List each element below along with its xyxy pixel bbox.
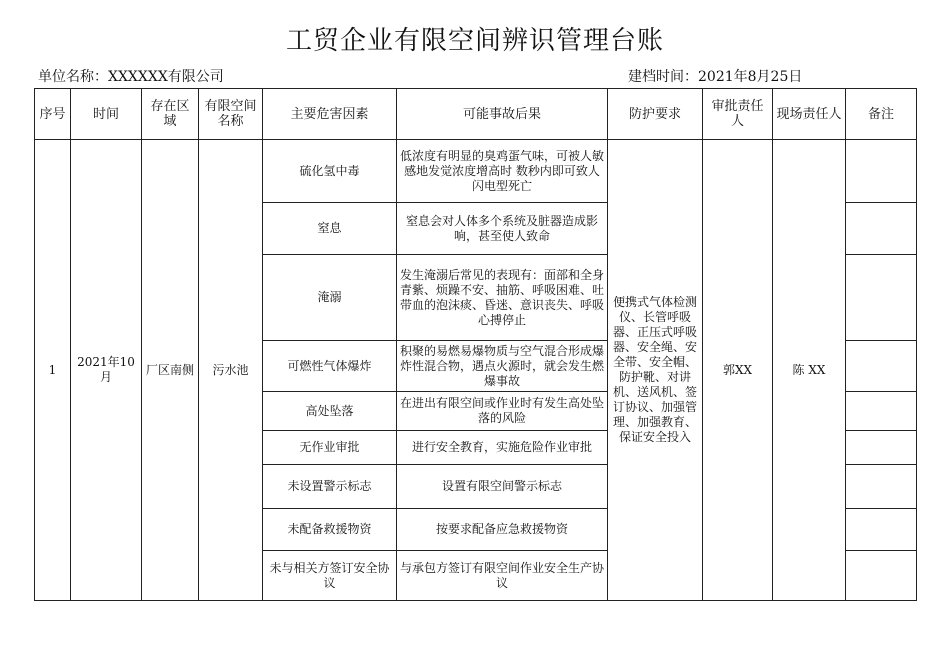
unit-name: 单位名称：XXXXXX有限公司 xyxy=(38,69,224,85)
cell-seq: 1 xyxy=(35,140,71,601)
header-approver: 审批责任人 xyxy=(703,89,773,140)
table-row xyxy=(35,140,917,203)
ledger-table xyxy=(34,88,917,601)
header-seq: 序号 xyxy=(35,89,71,140)
document-title: 工贸企业有限空间辨识管理台账 xyxy=(285,26,664,56)
cell-protection: 便携式气体检测仪、长管呼吸器、正压式呼吸器、安全绳、安全带、安全帽、防护靴、对讲机、送风机、签订协议、加强管理、加强教育、保证安全投入 xyxy=(608,140,703,601)
header-hazard: 主要危害因素 xyxy=(263,89,397,140)
cell-hazard: 硫化氢中毒 xyxy=(263,140,397,203)
archive-date: 建档时间：2021年8月25日 xyxy=(628,69,803,85)
cell-remarks xyxy=(846,140,917,203)
cell-consequence: 在进出有限空间或作业时有发生高处坠落的风险 xyxy=(397,392,608,431)
cell-hazard: 窒息 xyxy=(263,203,397,255)
cell-hazard: 高处坠落 xyxy=(263,392,397,431)
cell-remarks xyxy=(846,392,917,431)
cell-hazard: 未设置警示标志 xyxy=(263,465,397,509)
cell-onsite: 陈 XX xyxy=(773,140,846,601)
cell-consequence: 与承包方签订有限空间作业安全生产协议 xyxy=(397,551,608,601)
cell-time: 2021年10月 xyxy=(71,140,142,601)
cell-area: 厂区南侧 xyxy=(142,140,199,601)
cell-consequence: 低浓度有明显的臭鸡蛋气味，可被人敏感地发觉浓度增高时 数秒内即可致人闪电型死亡 xyxy=(397,140,608,203)
cell-remarks xyxy=(846,203,917,255)
cell-consequence: 按要求配备应急救援物资 xyxy=(397,509,608,551)
cell-hazard: 未与相关方签订安全协议 xyxy=(263,551,397,601)
header-protection: 防护要求 xyxy=(608,89,703,140)
cell-consequence: 积聚的易燃易爆物质与空气混合形成爆炸性混合物，遇点火源时，就会发生燃爆事故 xyxy=(397,341,608,392)
cell-consequence: 设置有限空间警示标志 xyxy=(397,465,608,509)
cell-remarks xyxy=(846,431,917,465)
cell-consequence: 窒息会对人体多个系统及脏器造成影响，甚至使人致命 xyxy=(397,203,608,255)
cell-hazard: 淹溺 xyxy=(263,255,397,341)
header-onsite: 现场责任人 xyxy=(773,89,846,140)
cell-remarks xyxy=(846,255,917,341)
header-area: 存在区域 xyxy=(142,89,199,140)
cell-hazard: 可燃性气体爆炸 xyxy=(263,341,397,392)
cell-consequence: 发生淹溺后常见的表现有：面部和全身青紫、烦躁不安、抽筋、呼吸困难、吐带血的泡沫痰、昏迷、意识丧失、呼吸心搏停止 xyxy=(397,255,608,341)
cell-remarks xyxy=(846,341,917,392)
cell-remarks xyxy=(846,509,917,551)
cell-approver: 郭XX xyxy=(703,140,773,601)
cell-remarks xyxy=(846,551,917,601)
cell-consequence: 进行安全教育，实施危险作业审批 xyxy=(397,431,608,465)
cell-hazard: 未配备救援物资 xyxy=(263,509,397,551)
header-consequence: 可能事故后果 xyxy=(397,89,608,140)
cell-remarks xyxy=(846,465,917,509)
header-time: 时间 xyxy=(71,89,142,140)
cell-space-name: 污水池 xyxy=(199,140,263,601)
cell-hazard: 无作业审批 xyxy=(263,431,397,465)
header-row xyxy=(35,89,917,140)
header-remarks: 备注 xyxy=(846,89,917,140)
header-space-name: 有限空间名称 xyxy=(199,89,263,140)
